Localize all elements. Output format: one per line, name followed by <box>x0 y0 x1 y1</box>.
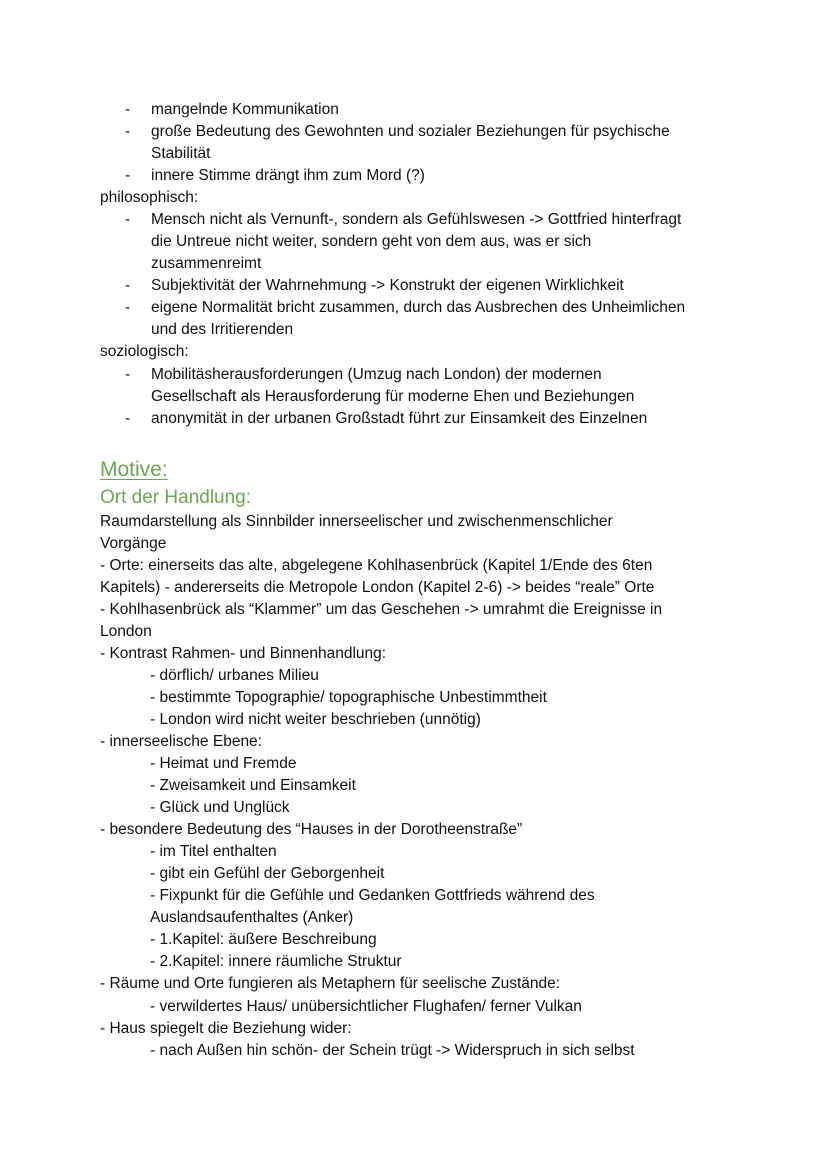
bullet-dash: - <box>125 366 131 383</box>
paragraph-line: - Haus spiegelt die Beziehung wider: <box>100 1020 352 1037</box>
bullet-dash: - <box>125 123 131 140</box>
bullet-dash: - <box>125 277 131 294</box>
indented-line: - Zweisamkeit und Einsamkeit <box>150 777 356 794</box>
indented-line: - verwildertes Haus/ unübersichtlicher Flughafen/ ferner Vulkan <box>150 998 582 1015</box>
subheading-ort-der-handlung: Ort der Handlung: <box>100 487 252 508</box>
list-item-continuation: und des Irritierenden <box>151 321 294 338</box>
paragraph-line: - Räume und Orte fungieren als Metaphern für seelische Zustände: <box>100 975 561 992</box>
paragraph-line: Raumdarstellung als Sinnbilder innerseelischer und zwischenmenschlicher <box>100 513 613 530</box>
list-item: anonymität in der urbanen Großstadt führt zur Einsamkeit des Einzelnen <box>151 410 648 427</box>
paragraph-line: London <box>100 623 152 640</box>
list-item-continuation: zusammenreimt <box>151 255 262 272</box>
indented-line: - bestimmte Topographie/ topographische Unbestimmtheit <box>150 689 547 706</box>
indented-line: - Heimat und Fremde <box>150 755 297 772</box>
bullet-dash: - <box>125 211 131 228</box>
list-item: Subjektivität der Wahrnehmung -> Konstrukt der eigenen Wirklichkeit <box>151 277 624 294</box>
paragraph-line: - innerseelische Ebene: <box>100 733 262 750</box>
list-item: Mobilitäsherausforderungen (Umzug nach London) der modernen <box>151 366 602 383</box>
paragraph-line: Vorgänge <box>100 535 167 552</box>
section-label-philosophisch: philosophisch: <box>100 189 199 206</box>
indented-line: - 2.Kapitel: innere räumliche Struktur <box>150 953 402 970</box>
list-item: Mensch nicht als Vernunft-, sondern als Gefühlswesen -> Gottfried hinterfragt <box>151 211 682 228</box>
bullet-dash: - <box>125 410 131 427</box>
paragraph-line: - Kohlhasenbrück als “Klammer” um das Geschehen -> umrahmt die Ereignisse in <box>100 601 663 618</box>
indented-line: - im Titel enthalten <box>150 843 277 860</box>
indented-line: - Glück und Unglück <box>150 799 290 816</box>
paragraph-line: Kapitels) - andererseits die Metropole London (Kapitel 2-6) -> beides “reale” Orte <box>100 579 655 596</box>
list-item: große Bedeutung des Gewohnten und sozialer Beziehungen für psychische <box>151 123 670 140</box>
section-label-soziologisch: soziologisch: <box>100 343 189 360</box>
list-item: innere Stimme drängt ihm zum Mord (?) <box>151 167 425 184</box>
list-item-continuation: Gesellschaft als Herausforderung für moderne Ehen und Beziehungen <box>151 388 635 405</box>
paragraph-line: - besondere Bedeutung des “Hauses in der Dorotheenstraße” <box>100 821 523 838</box>
indented-line: - gibt ein Gefühl der Geborgenheit <box>150 865 385 882</box>
indented-line: - Fixpunkt für die Gefühle und Gedanken Gottfrieds während des <box>150 887 595 904</box>
list-item-continuation: Stabilität <box>151 145 211 162</box>
bullet-dash: - <box>125 299 131 316</box>
list-item: eigene Normalität bricht zusammen, durch das Ausbrechen des Unheimlichen <box>151 299 686 316</box>
bullet-dash: - <box>125 167 131 184</box>
heading-motive: Motive: <box>100 458 168 481</box>
bullet-dash: - <box>125 101 131 118</box>
indented-line: - dörflich/ urbanes Milieu <box>150 667 319 684</box>
indented-line: - London wird nicht weiter beschrieben (unnötig) <box>150 711 481 728</box>
indented-line: - 1.Kapitel: äußere Beschreibung <box>150 931 377 948</box>
list-item: mangelnde Kommunikation <box>151 101 339 118</box>
indented-line: Auslandsaufenthaltes (Anker) <box>150 909 354 926</box>
paragraph-line: - Orte: einerseits das alte, abgelegene Kohlhasenbrück (Kapitel 1/Ende des 6ten <box>100 557 653 574</box>
list-item-continuation: die Untreue nicht weiter, sondern geht von dem aus, was er sich <box>151 233 592 250</box>
paragraph-line: - Kontrast Rahmen- und Binnenhandlung: <box>100 645 387 662</box>
indented-line: - nach Außen hin schön- der Schein trügt -> Widerspruch in sich selbst <box>150 1042 635 1059</box>
